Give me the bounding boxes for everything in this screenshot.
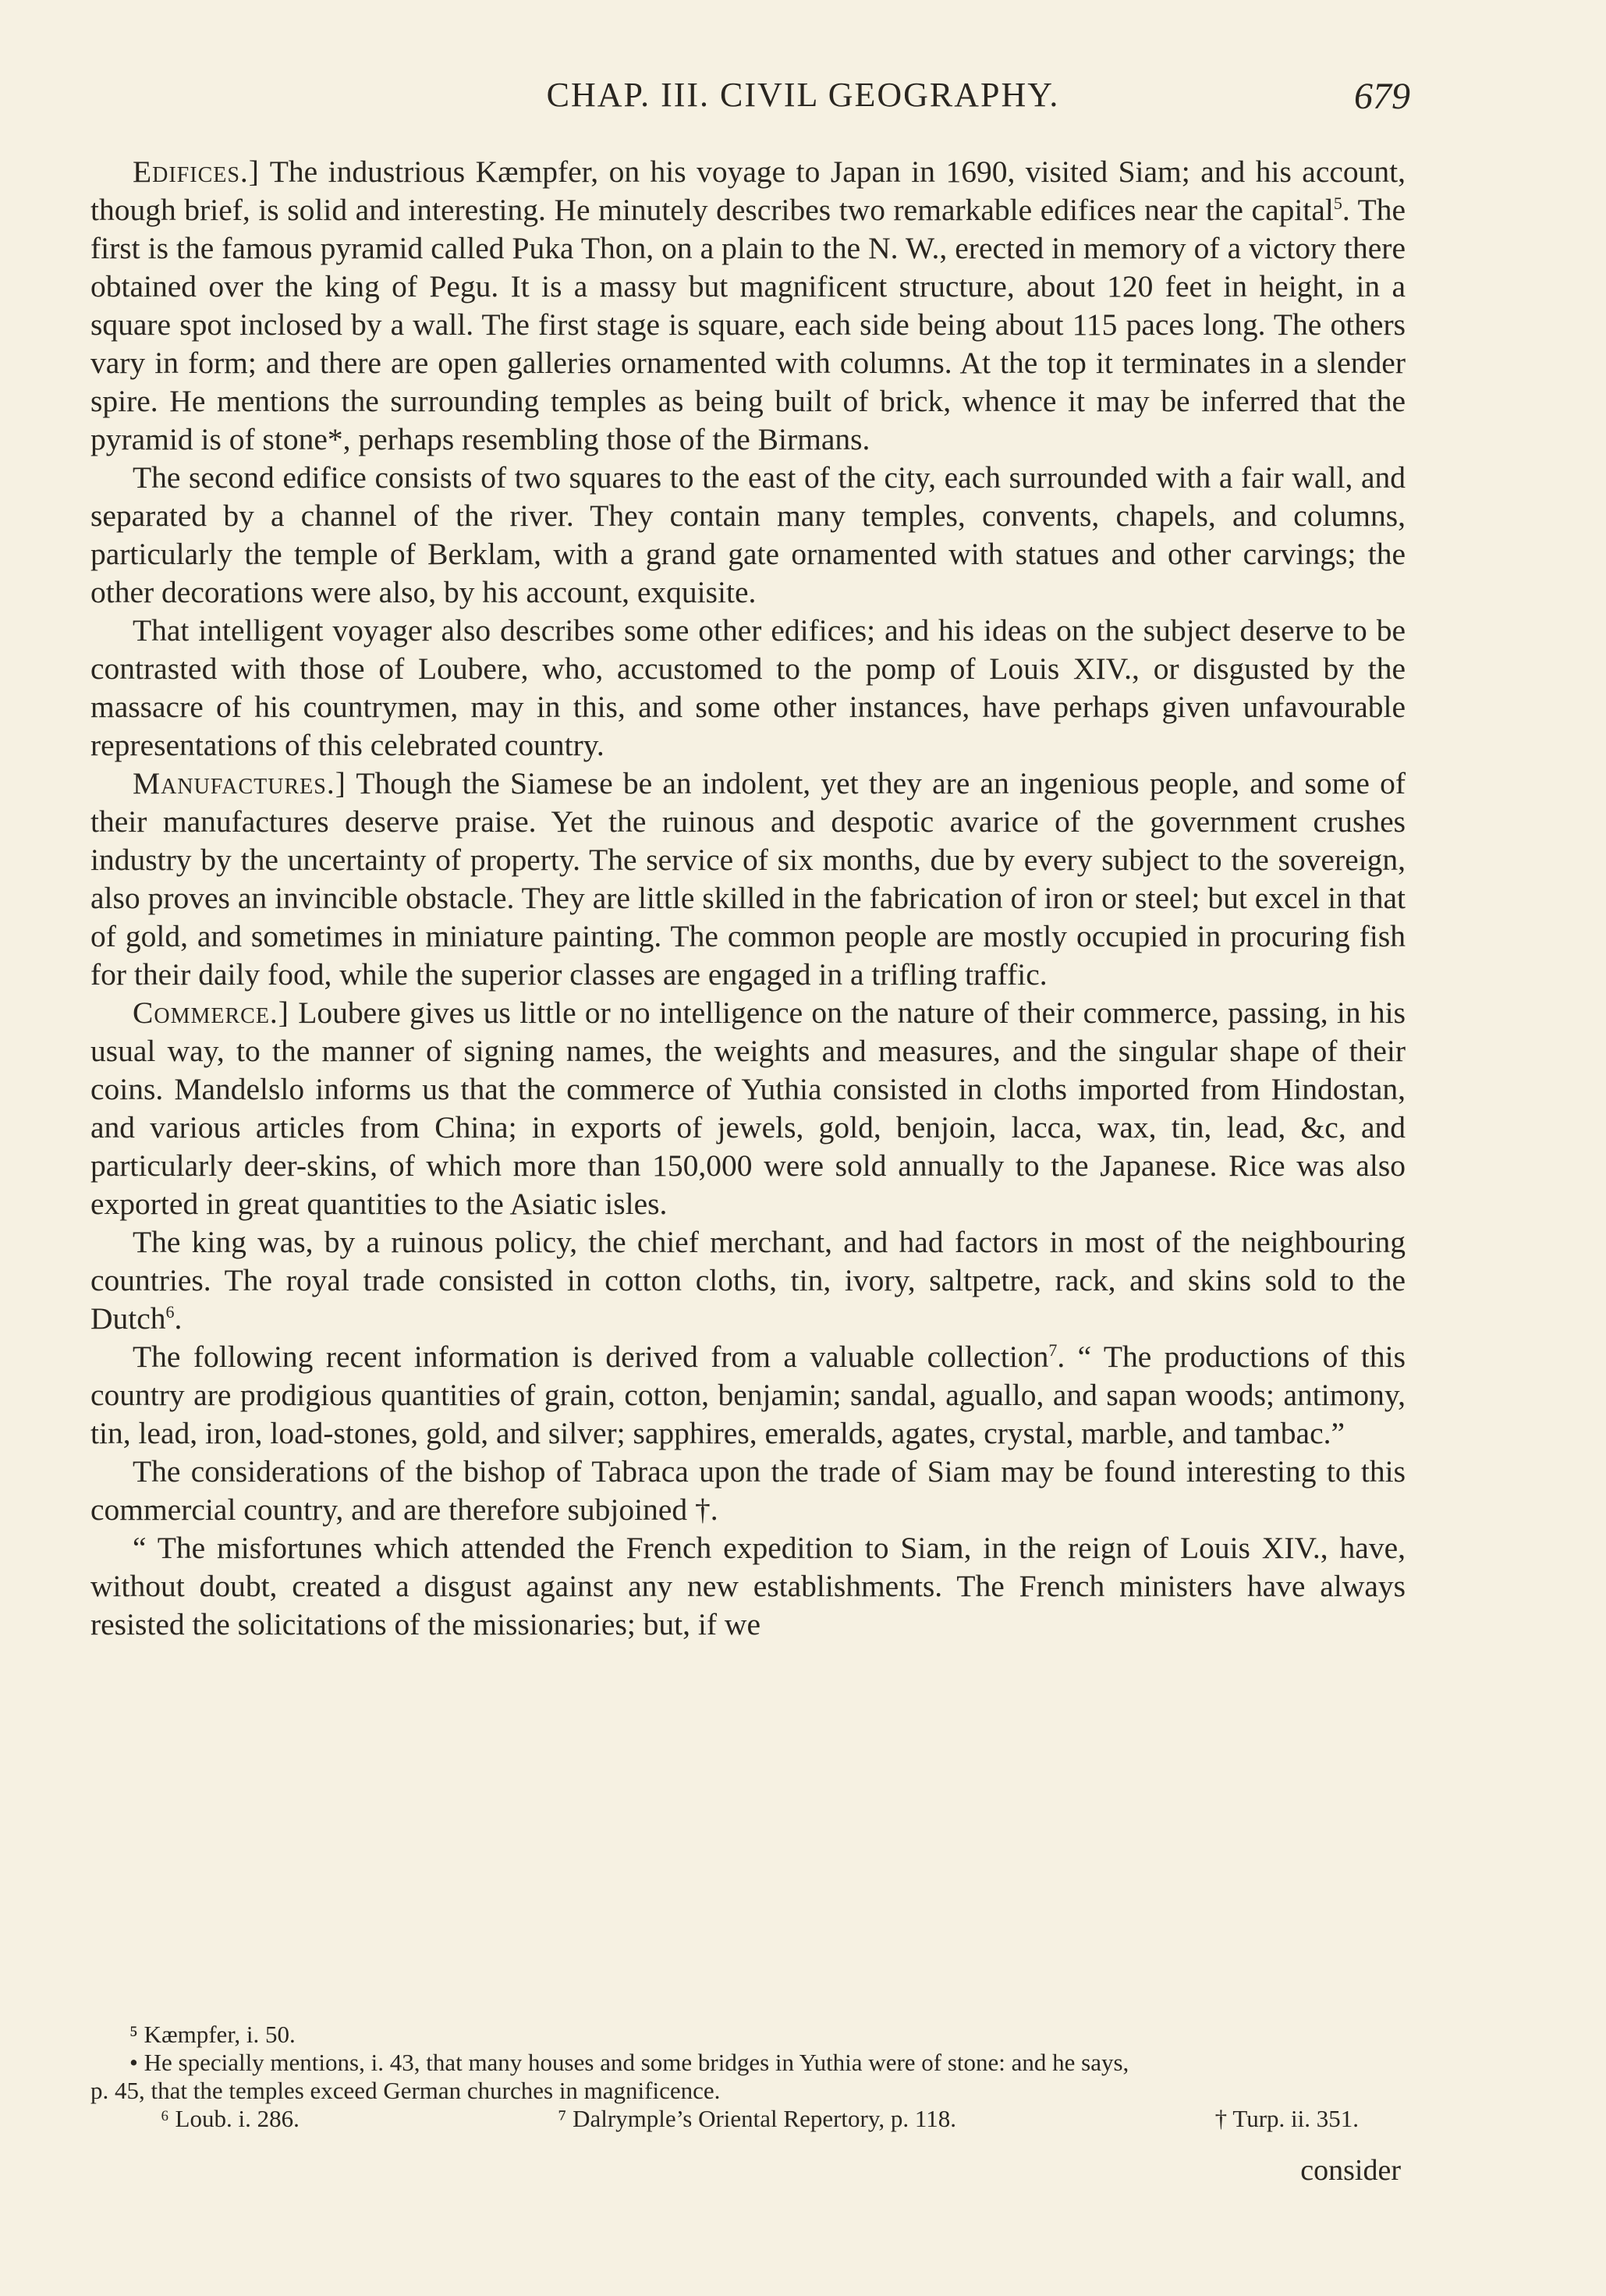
paragraph-text: . The first is the famous pyramid called Puka Thon, on a plain to the N. W., erected in memory of a victory there obtained over the king of Pegu. It is a massy but magnificent structure, about 120 feet in height, in a square spot inclosed by a wall. The first stage is square, each side being about 115 paces long. The others vary in form; and there are open galleries ornamented with columns. At the top it terminates in a slender spire. He mentions the surrounding temples as being built of brick, whence it may be inferred that the pyramid is of stone*, perhaps resembling those of the Birmans.	[90, 193, 1406, 456]
paragraph	[90, 459, 1406, 612]
footnote-ref: 7	[1048, 1340, 1058, 1360]
catchword: consider	[1300, 2154, 1401, 2187]
footnotes	[90, 2021, 1406, 2133]
paragraph-text: The industrious Kæmpfer, on his voyage to Japan in 1690, visited Siam; and his account, though brief, is solid and interesting. He minutely describes two remarkable edifices near the capital	[90, 154, 1406, 227]
paragraph-text: The king was, by a ruinous policy, the chief merchant, and had factors in most of the neighbouring countries. The royal trade consisted in cotton cloths, tin, ivory, saltpetre, rack, and skins sold to the Dutch	[90, 1225, 1406, 1336]
section-lead: Commerce.]	[133, 995, 289, 1030]
footnote-5: ⁵ Kæmpfer, i. 50.	[129, 2021, 296, 2048]
paragraph	[90, 1338, 1406, 1453]
footnote-dagger: † Turp. ii. 351.	[1214, 2105, 1359, 2132]
footnote-6: ⁶ Loub. i. 286.	[161, 2105, 300, 2132]
footnote-ref: 5	[1333, 193, 1342, 213]
page-number: 679	[1354, 76, 1410, 117]
paragraph-text: The second edifice consists of two squares to the east of the city, each surrounded with a fair wall, and separated by a channel of the river. They contain many temples, convents, chapels, and columns, particularly the temple of Berklam, with a grand gate ornamented with statues and other carvings; the other decorations were also, by his account, exquisite.	[90, 460, 1406, 609]
section-lead: Manufactures.]	[133, 766, 346, 800]
running-header	[0, 75, 1606, 122]
section-lead: Edifices.]	[133, 154, 260, 189]
footnote-7: ⁷ Dalrymple’s Oriental Repertory, p. 118.	[558, 2105, 956, 2132]
paragraph-text: Though the Siamese be an indolent, yet they are an ingenious people, and some of their manufactures deserve praise. Yet the ruinous and despotic avarice of the government crushes industry by the uncertainty of property. The service of six months, due by every subject to the sovereign, also proves an invincible obstacle. They are little skilled in the fabrication of iron or steel; but excel in that of gold, and sometimes in miniature painting. The common people are mostly occupied in procuring fish for their daily food, while the superior classes are engaged in a trifling traffic.	[90, 766, 1406, 992]
paragraph-text: . “ The productions of this country are prodigious quantities of grain, cotton, benjamin; sandal, aguallo, and sapan woods; antimony, tin, lead, iron, load-stones, gold, and silver; sapphires, emeralds, agates, crystal, marble, and tambac.”	[90, 1340, 1406, 1450]
paragraph-manufactures	[90, 765, 1406, 994]
chapter-title: CHAP. III. CIVIL GEOGRAPHY.	[546, 76, 1060, 114]
paragraph-text: The considerations of the bishop of Tabraca upon the trade of Siam may be found interesting to this commercial country, and are therefore subjoined †.	[90, 1454, 1406, 1527]
paragraph-text: The following recent information is derived from a valuable collection	[133, 1340, 1049, 1374]
paragraph-text: “ The misfortunes which attended the French expedition to Siam, in the reign of Louis XIV., have, without doubt, created a disgust against any new establishments. The French ministers have always resisted the solicitations of the missionaries; but, if we	[90, 1531, 1406, 1641]
paragraph-edifices	[90, 153, 1406, 459]
footnote-star-cont: p. 45, that the temples exceed German churches in magnificence.	[90, 2077, 721, 2104]
footnote-star: • He specially mentions, i. 43, that many houses and some bridges in Yuthia were of stone: and he says,	[129, 2049, 1129, 2076]
paragraph	[90, 1223, 1406, 1338]
paragraph-text: .	[174, 1301, 183, 1336]
main-text	[90, 153, 1406, 1644]
paragraph-commerce	[90, 994, 1406, 1223]
paragraph-text: Loubere gives us little or no intelligence on the nature of their commerce, passing, in his usual way, to the manner of signing names, the weights and measures, and the singular shape of their coins. Mandelslo informs us that the commerce of Yuthia consisted in cloths imported from Hindostan, and various articles from China; in exports of jewels, gold, benjoin, lacca, wax, tin, lead, &c, and particularly deer-skins, of which more than 150,000 were sold annually to the Japanese. Rice was also exported in great quantities to the Asiatic isles.	[90, 995, 1406, 1221]
paragraph	[90, 1453, 1406, 1529]
footnote-row	[90, 2105, 1406, 2133]
paragraph-text: That intelligent voyager also describes some other edifices; and his ideas on the subject deserve to be contrasted with those of Loubere, who, accustomed to the pomp of Louis XIV., or disgusted by the massacre of his countrymen, may in this, and some other instances, have perhaps given unfavourable representations of this celebrated country.	[90, 613, 1406, 762]
paragraph	[90, 1529, 1406, 1644]
footnote-ref: 6	[165, 1301, 175, 1322]
paragraph	[90, 612, 1406, 765]
